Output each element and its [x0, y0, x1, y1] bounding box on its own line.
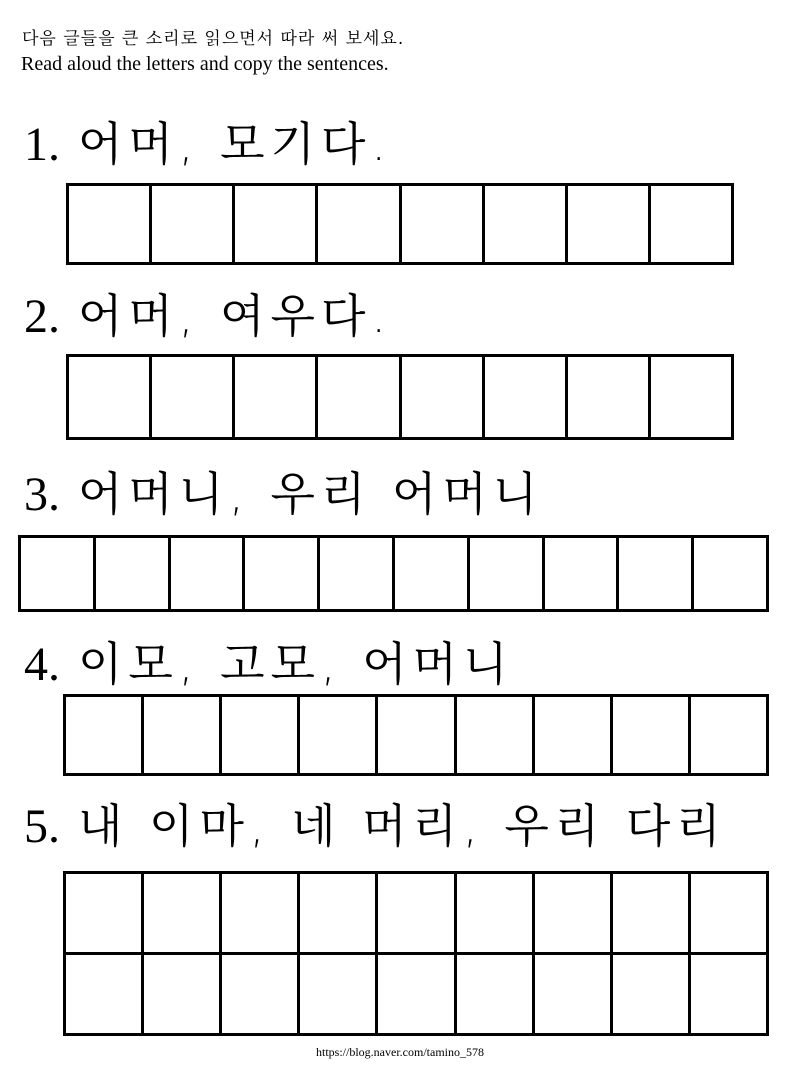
exercise-4-writing-grid	[63, 694, 769, 776]
writing-cell[interactable]	[395, 538, 470, 612]
exercise-number: 4.	[24, 638, 60, 691]
writing-cell[interactable]	[651, 357, 734, 440]
writing-cell[interactable]	[378, 955, 456, 1036]
exercise-2-title	[24, 290, 392, 341]
writing-cell[interactable]	[545, 538, 620, 612]
writing-cell[interactable]	[222, 874, 300, 955]
writing-cell[interactable]	[152, 357, 235, 440]
writing-cell[interactable]	[694, 538, 769, 612]
writing-cell[interactable]	[144, 697, 222, 776]
writing-cell[interactable]	[535, 697, 613, 776]
writing-cell[interactable]	[378, 697, 456, 776]
writing-cell[interactable]	[651, 186, 734, 265]
exercise-4-title	[24, 638, 514, 689]
writing-cell[interactable]	[613, 955, 691, 1036]
writing-cell[interactable]	[300, 955, 378, 1036]
exercise-sentence: 내 이마, 네 머리, 우리 다리	[78, 799, 727, 853]
writing-cell[interactable]	[535, 874, 613, 955]
exercise-number: 1.	[24, 118, 60, 171]
exercise-5-title	[24, 800, 727, 851]
writing-cell[interactable]	[222, 697, 300, 776]
exercise-number: 2.	[24, 290, 60, 343]
writing-cell[interactable]	[691, 955, 769, 1036]
writing-cell[interactable]	[245, 538, 320, 612]
writing-cell[interactable]	[144, 955, 222, 1036]
writing-cell[interactable]	[171, 538, 246, 612]
writing-cell[interactable]	[318, 186, 401, 265]
writing-cell[interactable]	[66, 697, 144, 776]
writing-cell[interactable]	[320, 538, 395, 612]
footer-blog-url: https://blog.naver.com/tamino_578	[316, 1045, 484, 1059]
writing-cell[interactable]	[235, 186, 318, 265]
writing-cell[interactable]	[613, 697, 691, 776]
writing-cell[interactable]	[222, 955, 300, 1036]
writing-cell[interactable]	[619, 538, 694, 612]
writing-cell[interactable]	[235, 357, 318, 440]
exercise-3-writing-grid	[18, 535, 769, 612]
writing-cell[interactable]	[96, 538, 171, 612]
writing-cell[interactable]	[485, 357, 568, 440]
writing-cell[interactable]	[300, 874, 378, 955]
exercise-1-writing-grid	[66, 183, 734, 265]
writing-cell[interactable]	[613, 874, 691, 955]
writing-cell[interactable]	[69, 357, 152, 440]
writing-cell[interactable]	[568, 186, 651, 265]
writing-cell[interactable]	[144, 874, 222, 955]
writing-cell[interactable]	[21, 538, 96, 612]
writing-cell[interactable]	[69, 186, 152, 265]
writing-cell[interactable]	[457, 697, 535, 776]
writing-cell[interactable]	[66, 955, 144, 1036]
writing-cell[interactable]	[457, 874, 535, 955]
exercise-1-title	[24, 118, 392, 169]
instruction-english: Read aloud the letters and copy the sentences.	[21, 53, 389, 75]
exercise-2-writing-grid	[66, 354, 734, 440]
writing-cell[interactable]	[691, 874, 769, 955]
writing-cell[interactable]	[470, 538, 545, 612]
writing-cell[interactable]	[402, 357, 485, 440]
exercise-number: 3.	[24, 468, 60, 521]
writing-cell[interactable]	[378, 874, 456, 955]
writing-cell[interactable]	[568, 357, 651, 440]
writing-cell[interactable]	[318, 357, 401, 440]
exercise-sentence: 어머, 모기다.	[78, 117, 393, 171]
writing-cell[interactable]	[457, 955, 535, 1036]
writing-cell[interactable]	[691, 697, 769, 776]
writing-cell[interactable]	[402, 186, 485, 265]
instruction-korean: 다음 글들을 큰 소리로 읽으면서 따라 써 보세요.	[22, 29, 405, 49]
writing-cell[interactable]	[66, 874, 144, 955]
writing-cell[interactable]	[535, 955, 613, 1036]
exercise-3-title	[24, 468, 543, 519]
writing-cell[interactable]	[485, 186, 568, 265]
writing-cell[interactable]	[152, 186, 235, 265]
exercise-sentence: 어머니, 우리 어머니	[78, 467, 544, 521]
exercise-sentence: 이모, 고모, 어머니	[78, 637, 514, 691]
exercise-5-writing-grid	[63, 871, 769, 1036]
exercise-sentence: 어머, 여우다.	[78, 289, 393, 343]
exercise-number: 5.	[24, 800, 60, 853]
writing-cell[interactable]	[300, 697, 378, 776]
